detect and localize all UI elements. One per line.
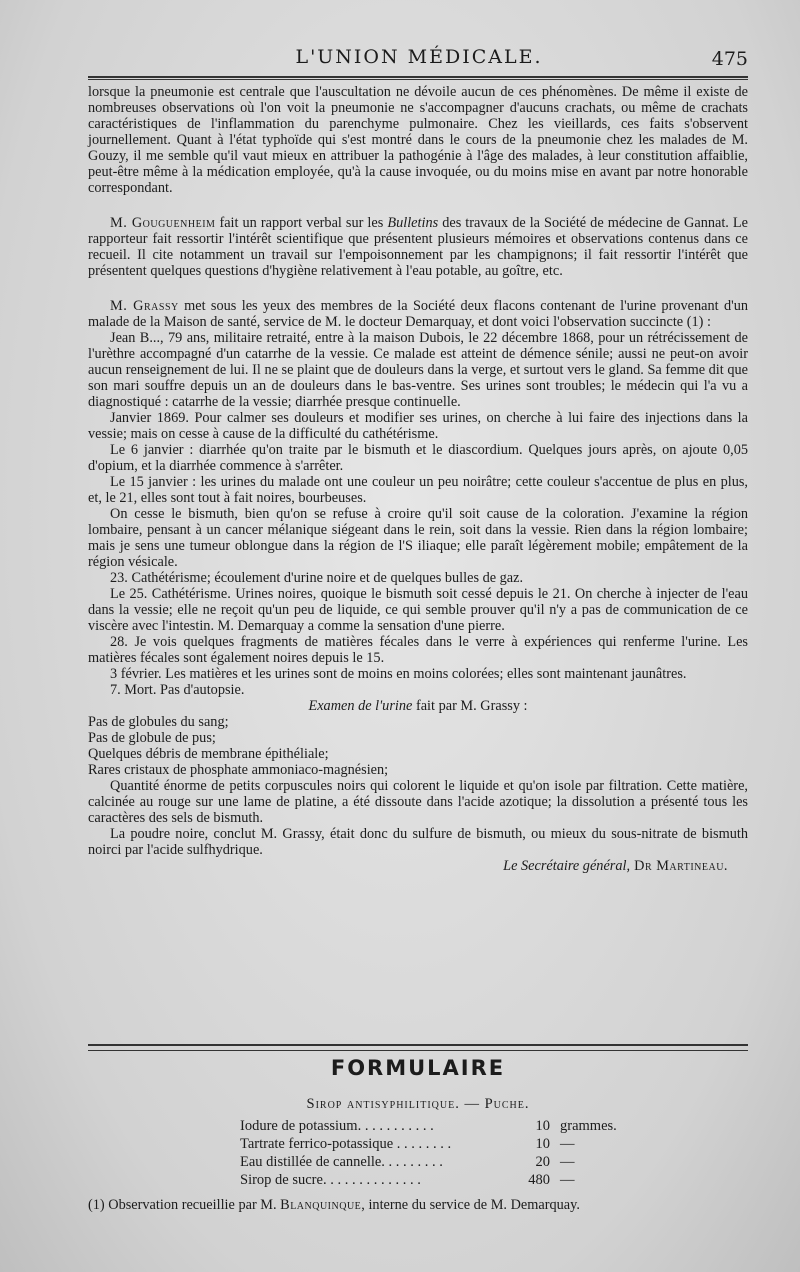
text-run: fait un rapport verbal sur les bbox=[215, 215, 388, 231]
paragraph: Le 25. Cathétérisme. Urines noires, quoique le bismuth soit cessé depuis le 21. On cherche à injecter de l'eau dans la vessie; elle ne reçoit qu'un peu de liquide, ce qui semble prouver qu'il n'y a pas de communication de ce viscère avec l'intestin. M. Demarquay a comme la sensation d'une pierre. bbox=[88, 586, 748, 634]
paragraph: Janvier 1869. Pour calmer ses douleurs et modifier ses urines, on cherche à lui faire des injections dans la vessie; mais on cesse à cause de la difficulté du cathétérisme. bbox=[88, 410, 748, 442]
paragraph: Jean B..., 79 ans, militaire retraité, entre à la maison Dubois, le 22 décembre 1868, pour un rétrécissement de l'urèthre accompagné d'un catarrhe de la vessie. Ce malade est atteint de démence sénile; aussi ne peut-on avoir aucun renseignement de lui. Il ne se plaint que de douleurs dans la verge, et surtout vers le gland. Sa femme dit que son mari souffre depuis un an de douleurs dans le bas-ventre. Ses urines sont troubles; le médecin qui l'a vu a diagnostiqué : catarrhe de la vessie; diarrhée presque continuelle. bbox=[88, 330, 748, 410]
ingredient-row bbox=[240, 1118, 660, 1136]
exam-heading-text: fait par M. Grassy : bbox=[412, 698, 528, 714]
article-body bbox=[88, 84, 748, 874]
ingredient-name: Iodure de potassium. . . . . . . . . . . bbox=[240, 1118, 434, 1134]
ingredient-unit: grammes. bbox=[560, 1118, 617, 1134]
ingredient-qty: 20 bbox=[535, 1154, 550, 1170]
list-item: Quelques débris de membrane épithéliale; bbox=[88, 746, 329, 762]
list-item: Rares cristaux de phosphate ammoniaco-magnésien; bbox=[88, 762, 389, 778]
section-title: FORMULAIRE bbox=[330, 1056, 506, 1080]
ingredient-row bbox=[240, 1136, 660, 1154]
text-run: des travaux de la Société de médecine de Gannat. Le rapporteur fait ressortir l'intérêt scientifique que présentent plusieurs mémoires et observations contenus dans ce recueil. Il cite notamment un travail sur l'empoisonnement par les champignons; il fait ressortir l'intérêt que présentent quelques questions d'hygiène relativement à l'eau potable, au goître, etc. bbox=[88, 215, 748, 279]
speaker-name: M. Gouguenheim bbox=[110, 215, 216, 231]
paragraph: Le 6 janvier : diarrhée qu'on traite par le bismuth et le diascordium. Quelques jours après, on ajoute 0,05 d'opium, et la diarrhée commence à s'arrêter. bbox=[88, 442, 748, 474]
speaker-name: M. Grassy bbox=[110, 298, 179, 314]
ingredient-row bbox=[240, 1154, 660, 1172]
footnote-text: , interne du service de M. Demarquay. bbox=[361, 1197, 580, 1213]
exam-heading bbox=[88, 698, 748, 714]
recipe-title: Sirop antisyphilitique. — Puche. bbox=[306, 1096, 530, 1112]
ingredient-qty: 480 bbox=[528, 1172, 550, 1188]
header-rule bbox=[88, 76, 748, 80]
list-item: Pas de globules du sang; bbox=[88, 714, 229, 730]
paragraph: Le 15 janvier : les urines du malade ont une couleur un peu noirâtre; cette couleur s'accentue de plus en plus, et, le 21, elles sont tout à fait noires, bourbeuses. bbox=[88, 474, 748, 506]
paragraph: On cesse le bismuth, bien qu'on se refuse à croire qu'il soit cause de la coloration. J'examine la région lombaire, pensant à un cancer mélanique siégeant dans le rein, soit dans la vessie. Rien dans la région lombaire; mais je sens une tumeur oblongue dans la région de l'S iliaque; elle paraît légèrement mobile; empâtement de la région vésicale. bbox=[88, 506, 748, 570]
ingredient-name: Sirop de sucre. . . . . . . . . . . . . . bbox=[240, 1172, 421, 1188]
ingredient-name: Tartrate ferrico-potassique . . . . . . . . bbox=[240, 1136, 452, 1152]
page-header bbox=[88, 40, 750, 80]
ingredient-unit: — bbox=[560, 1172, 575, 1188]
section-divider bbox=[88, 1044, 748, 1051]
paragraph bbox=[88, 298, 748, 330]
paragraph: 7. Mort. Pas d'autopsie. bbox=[110, 682, 245, 698]
signature bbox=[88, 858, 748, 874]
footnote-name: Blanquinque bbox=[280, 1197, 362, 1213]
paragraph: 28. Je vois quelques fragments de matières fécales dans le verre à expériences qui renferme l'urine. Les matières fécales sont également noires depuis le 15. bbox=[88, 634, 748, 666]
footnote bbox=[88, 1197, 748, 1214]
paragraph: La poudre noire, conclut M. Grassy, était donc du sulfure de bismuth, ou mieux du sous-nitrate de bismuth noirci par l'acide sulfhydrique. bbox=[88, 826, 748, 858]
page-number: 475 bbox=[711, 48, 748, 70]
ingredient-unit: — bbox=[560, 1154, 575, 1170]
ingredient-name: Eau distillée de cannelle. . . . . . . . . bbox=[240, 1154, 443, 1170]
signature-role: Le Secrétaire général, bbox=[503, 858, 631, 874]
paragraph: 3 février. Les matières et les urines sont de moins en moins colorées; elles sont maintenant jaunâtres. bbox=[110, 666, 687, 682]
running-title: L'UNION MÉDICALE. bbox=[295, 46, 543, 68]
signature-name: Dr Martineau. bbox=[630, 858, 728, 874]
paragraph bbox=[88, 215, 748, 279]
italic-title: Bulletins bbox=[387, 215, 439, 231]
ingredient-unit: — bbox=[560, 1136, 575, 1152]
exam-heading-italic: Examen de l'urine bbox=[308, 698, 413, 714]
paragraph: 23. Cathétérisme; écoulement d'urine noire et de quelques bulles de gaz. bbox=[110, 570, 524, 586]
list-item: Pas de globule de pus; bbox=[88, 730, 216, 746]
recipe-table bbox=[240, 1118, 660, 1190]
paragraph: lorsque la pneumonie est centrale que l'auscultation ne dévoile aucun de ces phénomènes. De même il existe de nombreuses observations où l'on voit la pneumonie ne s'accompagner d'aucuns crachats, ou même de crachats caractéristiques de l'inflammation du parenchyme pulmonaire. Chez les vieillards, ces faits s'observent journellement. Quant à l'état typhoïde qui s'est montré dans le cours de la pneumonie chez les malades de M. Gouzy, il me semble qu'il vaut mieux en attribuer la pathogénie à l'âge des malades, à leur constitution affaiblie, peut-être même à la médication employée, qu'à la cause invoquée, ou du moins mise en avant par notre honorable correspondant. bbox=[88, 84, 748, 196]
ingredient-row bbox=[240, 1172, 660, 1190]
paragraph: Quantité énorme de petits corpuscules noirs qui colorent le liquide et qu'on isole par filtration. Cette matière, calcinée au rouge sur une lame de platine, a été dissoute dans l'acide azotique; la dissolution a présenté tous les caractères des sels de bismuth. bbox=[88, 778, 748, 826]
ingredient-qty: 10 bbox=[535, 1136, 550, 1152]
ingredient-qty: 10 bbox=[535, 1118, 550, 1134]
footnote-text: (1) Observation recueillie par M. bbox=[88, 1197, 281, 1213]
text-run: met sous les yeux des membres de la Société deux flacons contenant de l'urine provenant d'un malade de la Maison de santé, service de M. le docteur Demarquay, et dont voici l'observation succincte (1) : bbox=[88, 298, 748, 330]
